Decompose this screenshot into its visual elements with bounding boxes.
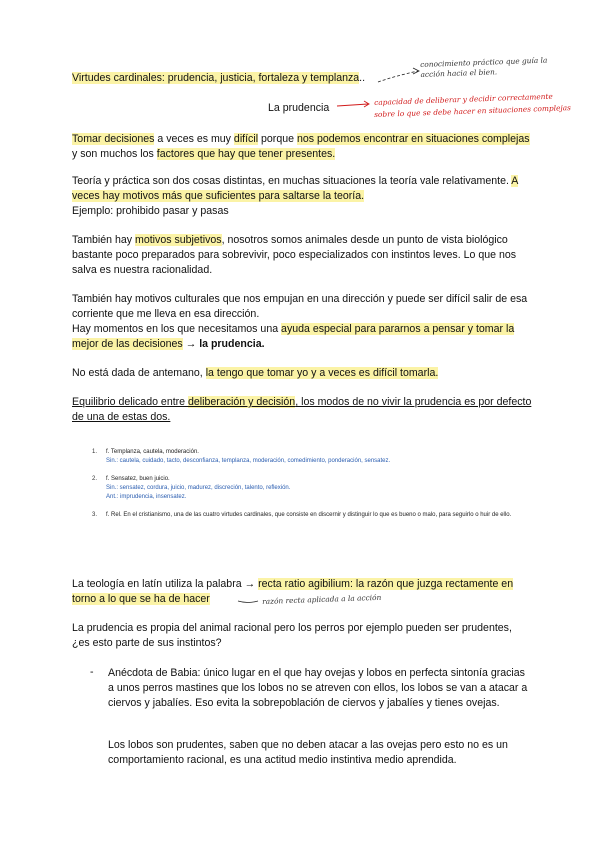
paragraph-theory: Teoría y práctica son dos cosas distintas, en muchas situaciones la teoría vale relativamente. A veces hay motivos más que suficientes para saltarse la teoría. Ejemplo: prohibido pasar y pasas [72, 175, 519, 217]
bullet-dash: - [90, 666, 94, 678]
heading: Virtudes cardinales: prudencia, justicia, fortaleza y templanza.. [72, 72, 366, 84]
definition-item: 2. f. Sensatez, buen juicio. Sin.: sensatez, cordura, juicio, madurez, discreción, talento, reflexión. Ant.: imprudencia, insensatez. [92, 476, 291, 500]
handwritten-note-1: conocimiento práctico que guía la acción hacia el bien. [420, 55, 548, 79]
handwritten-note-2b: sobre lo que se debe hacer en situaciones complejas [374, 103, 572, 119]
paragraph-not-given: No está dada de antemano, la tengo que tomar yo y a veces es difícil tomarla. [72, 367, 439, 379]
paragraph-decisions: Tomar decisiones a veces es muy difícil porque nos podemos encontrar en situaciones complejas y son muchos los factores que hay que tener presentes. [72, 133, 530, 160]
definition-item: 1. f. Templanza, cautela, moderación. Sin.: cautela, cuidado, tacto, desconfianza, templanza, moderación, comedimiento, ponderación, sensatez. [92, 449, 391, 464]
paragraph-equilibrium: Equilibrio delicado entre deliberación y decisión, los modos de no vivir la prudencia es por defecto de una de estas dos. [72, 396, 532, 423]
handwritten-note-2a: capacidad de deliberar y decidir correctamente [374, 91, 553, 107]
paragraph-babia: Anécdota de Babia: único lugar en el que hay ovejas y lobos en perfecta sintonía gracias a unos perros mastines que los lobos no se atreven con ellos, los lobos se van a atacar a ciervos y jabalíes. Eso evita la sobrepoblación de ciervos y jabalíes y tienes ovejas. [108, 667, 528, 709]
paragraph-wolves: Los lobos son prudentes, saben que no deben atacar a las ovejas pero esto no es un comportamiento racional, es una actitud medio instintiva medio aprendida. [108, 739, 508, 766]
prudencia-label: La prudencia [268, 102, 330, 114]
handwritten-note-3: razón recta aplicada a la acción [262, 592, 382, 606]
paragraph-rational-animal: La prudencia es propia del animal racional pero los perros por ejemplo pueden ser prudentes, ¿es esto parte de sus instintos? [72, 622, 512, 649]
paragraph-theology: La teología en latín utiliza la palabra → recta ratio agibilium: la razón que juzga rectamente en torno a lo que se ha de hacer [72, 578, 514, 605]
definition-item: 3. f. Rel. En el cristianismo, una de las cuatro virtudes cardinales, que consiste en discernir y distinguir lo que es bueno o malo, para seguirlo o huir de ello. [92, 512, 512, 518]
paragraph-cultural: También hay motivos culturales que nos empujan en una dirección y puede ser difícil salir de esa corriente que me lleva en esa dirección. Hay momentos en los que necesitamos una ayuda especial para pararnos a pensar y tomar la mejor de las decisiones → la prudencia. [72, 293, 528, 350]
paragraph-subjective: También hay motivos subjetivos, nosotros somos animales desde un punto de vista biológico bastante poco preparados para sobrevivir, poco especializados con instintos leves. Lo que nos salva es nuestra racionalidad. [72, 234, 517, 276]
definition-list [92, 448, 532, 529]
